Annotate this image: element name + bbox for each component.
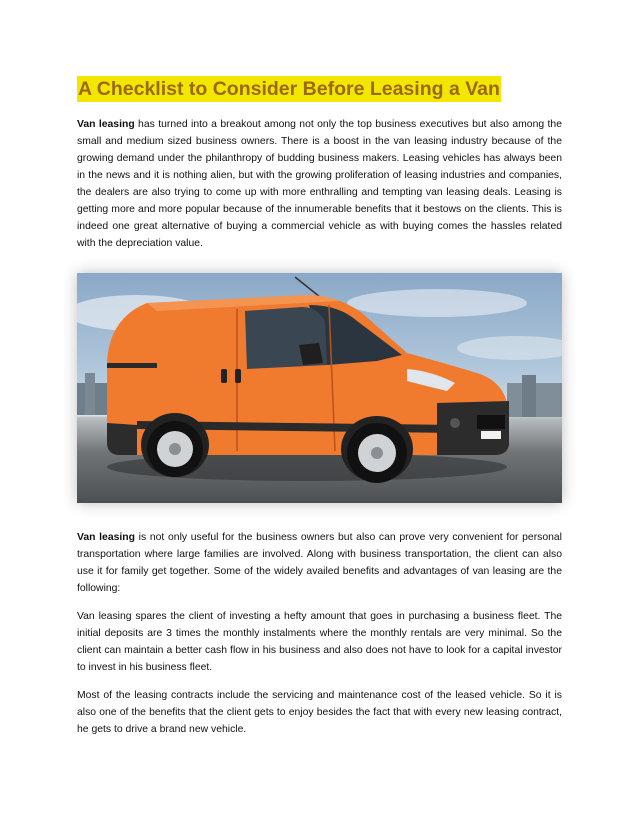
van-photo	[77, 273, 562, 503]
paragraph-intro	[77, 116, 562, 252]
document-page	[77, 76, 562, 749]
paragraph-personal-use	[77, 529, 562, 597]
paragraph-intro-lead: Van leasing	[77, 119, 135, 130]
paragraph-personal-use-lead: Van leasing	[77, 532, 135, 543]
page-title: A Checklist to Consider Before Leasing a Van	[78, 78, 500, 100]
orange-van-photo-icon	[77, 273, 562, 503]
paragraph-maintenance: Most of the leasing contracts include the servicing and maintenance cost of the leased vehicle. So it is also one of the benefits that the client gets to enjoy besides the fact that with every new leasing contract, he gets to drive a brand new vehicle.	[77, 690, 562, 735]
paragraph-intro-text: has turned into a breakout among not only the top business executives but also among the small and medium sized business owners. There is a boost in the van leasing industry because of the growing demand under the philanthropy of budding business makers. Leasing vehicles has always been in the news and it is nothing alien, but with the growing proliferation of leasing industries and companies, the dealers are also trying to come up with more enthralling and tempting van leasing deals. Leasing is getting more and more popular because of the innumerable benefits that it bestows on the clients. This is indeed one great alternative of buying a commercial vehicle as with buying comes the hassles related with the depreciation value.	[77, 119, 562, 249]
paragraph-investment: Van leasing spares the client of investing a hefty amount that goes in purchasing a business fleet. The initial deposits are 3 times the monthly instalments where the monthly rentals are very minimal. So the client can maintain a better cash flow in his business and also does not have to look for a capital investor to invest in his business fleet.	[77, 611, 562, 673]
paragraph-personal-use-text: is not only useful for the business owners but also can prove very convenient for personal transportation where large families are involved. Along with business transportation, the client can also use it for family get together. Some of the widely availed benefits and advantages of van leasing are the following:	[77, 532, 562, 594]
